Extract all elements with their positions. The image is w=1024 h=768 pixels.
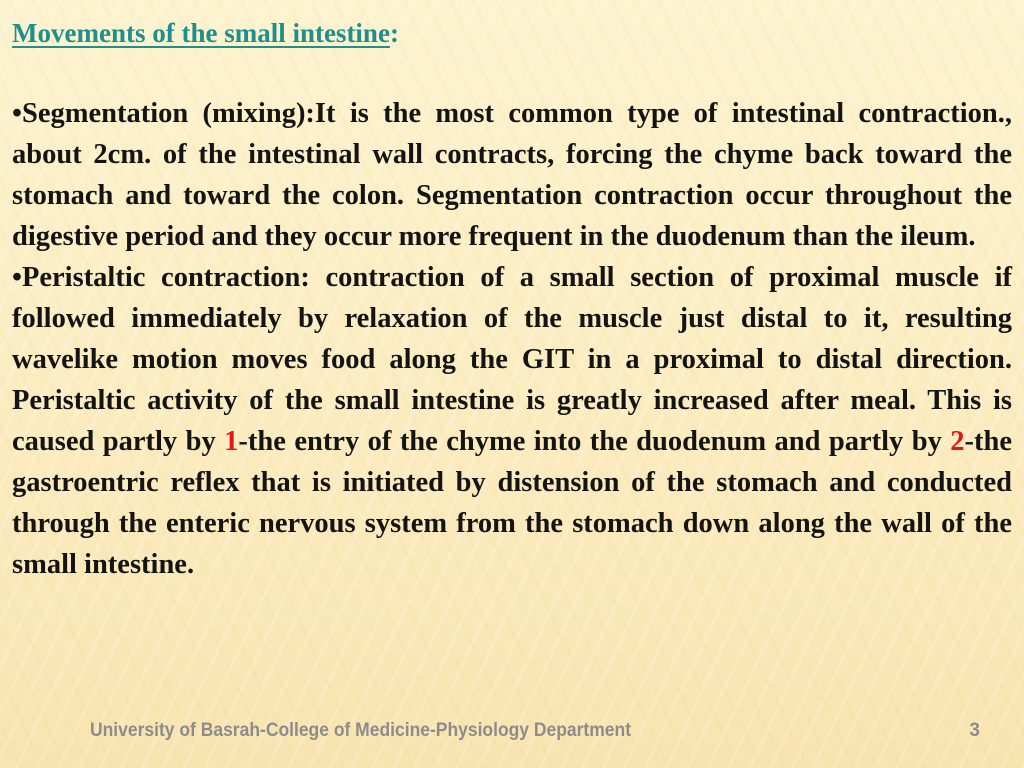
peristaltic-text-part2: -the entry of the chyme into the duodenum and partly by xyxy=(238,426,951,457)
bullet-segmentation: •Segmentation (mixing):It is the most common type of intestinal contraction., about 2cm. of the intestinal wall contracts, forcing the chyme back toward the stomach and toward the colon. Segmentation contraction occur throughout the digestive period and they occur more frequent in the duodenum than the ileum. xyxy=(12,98,1012,252)
slide-title-colon: : xyxy=(389,18,399,48)
slide-title-text: Movements of the small intestine xyxy=(12,18,390,48)
peristaltic-text-part1: •Peristaltic contraction: contraction of a small section of proximal muscle if followed immediately by relaxation of the muscle just distal to it, resulting wavelike motion moves food along the GIT in a proximal to distal direction. Peristaltic activity of the small intestine is greatly increased after meal. This is caused partly by xyxy=(12,262,1012,457)
slide-title xyxy=(12,18,399,49)
marker-number-2: 2 xyxy=(950,426,965,457)
marker-number-1: 1 xyxy=(224,426,239,457)
peristaltic-text-part3: -the gastroentric reflex that is initiated by distension of the stomach and conducted through the enteric nervous system from the stomach down along the wall of the small intestine. xyxy=(12,426,1012,580)
bullet-peristaltic xyxy=(12,257,1012,585)
slide-body xyxy=(12,93,1012,585)
page-number: 3 xyxy=(969,720,980,741)
footer-institution: University of Basrah-College of Medicine-Physiology Department xyxy=(90,720,632,741)
